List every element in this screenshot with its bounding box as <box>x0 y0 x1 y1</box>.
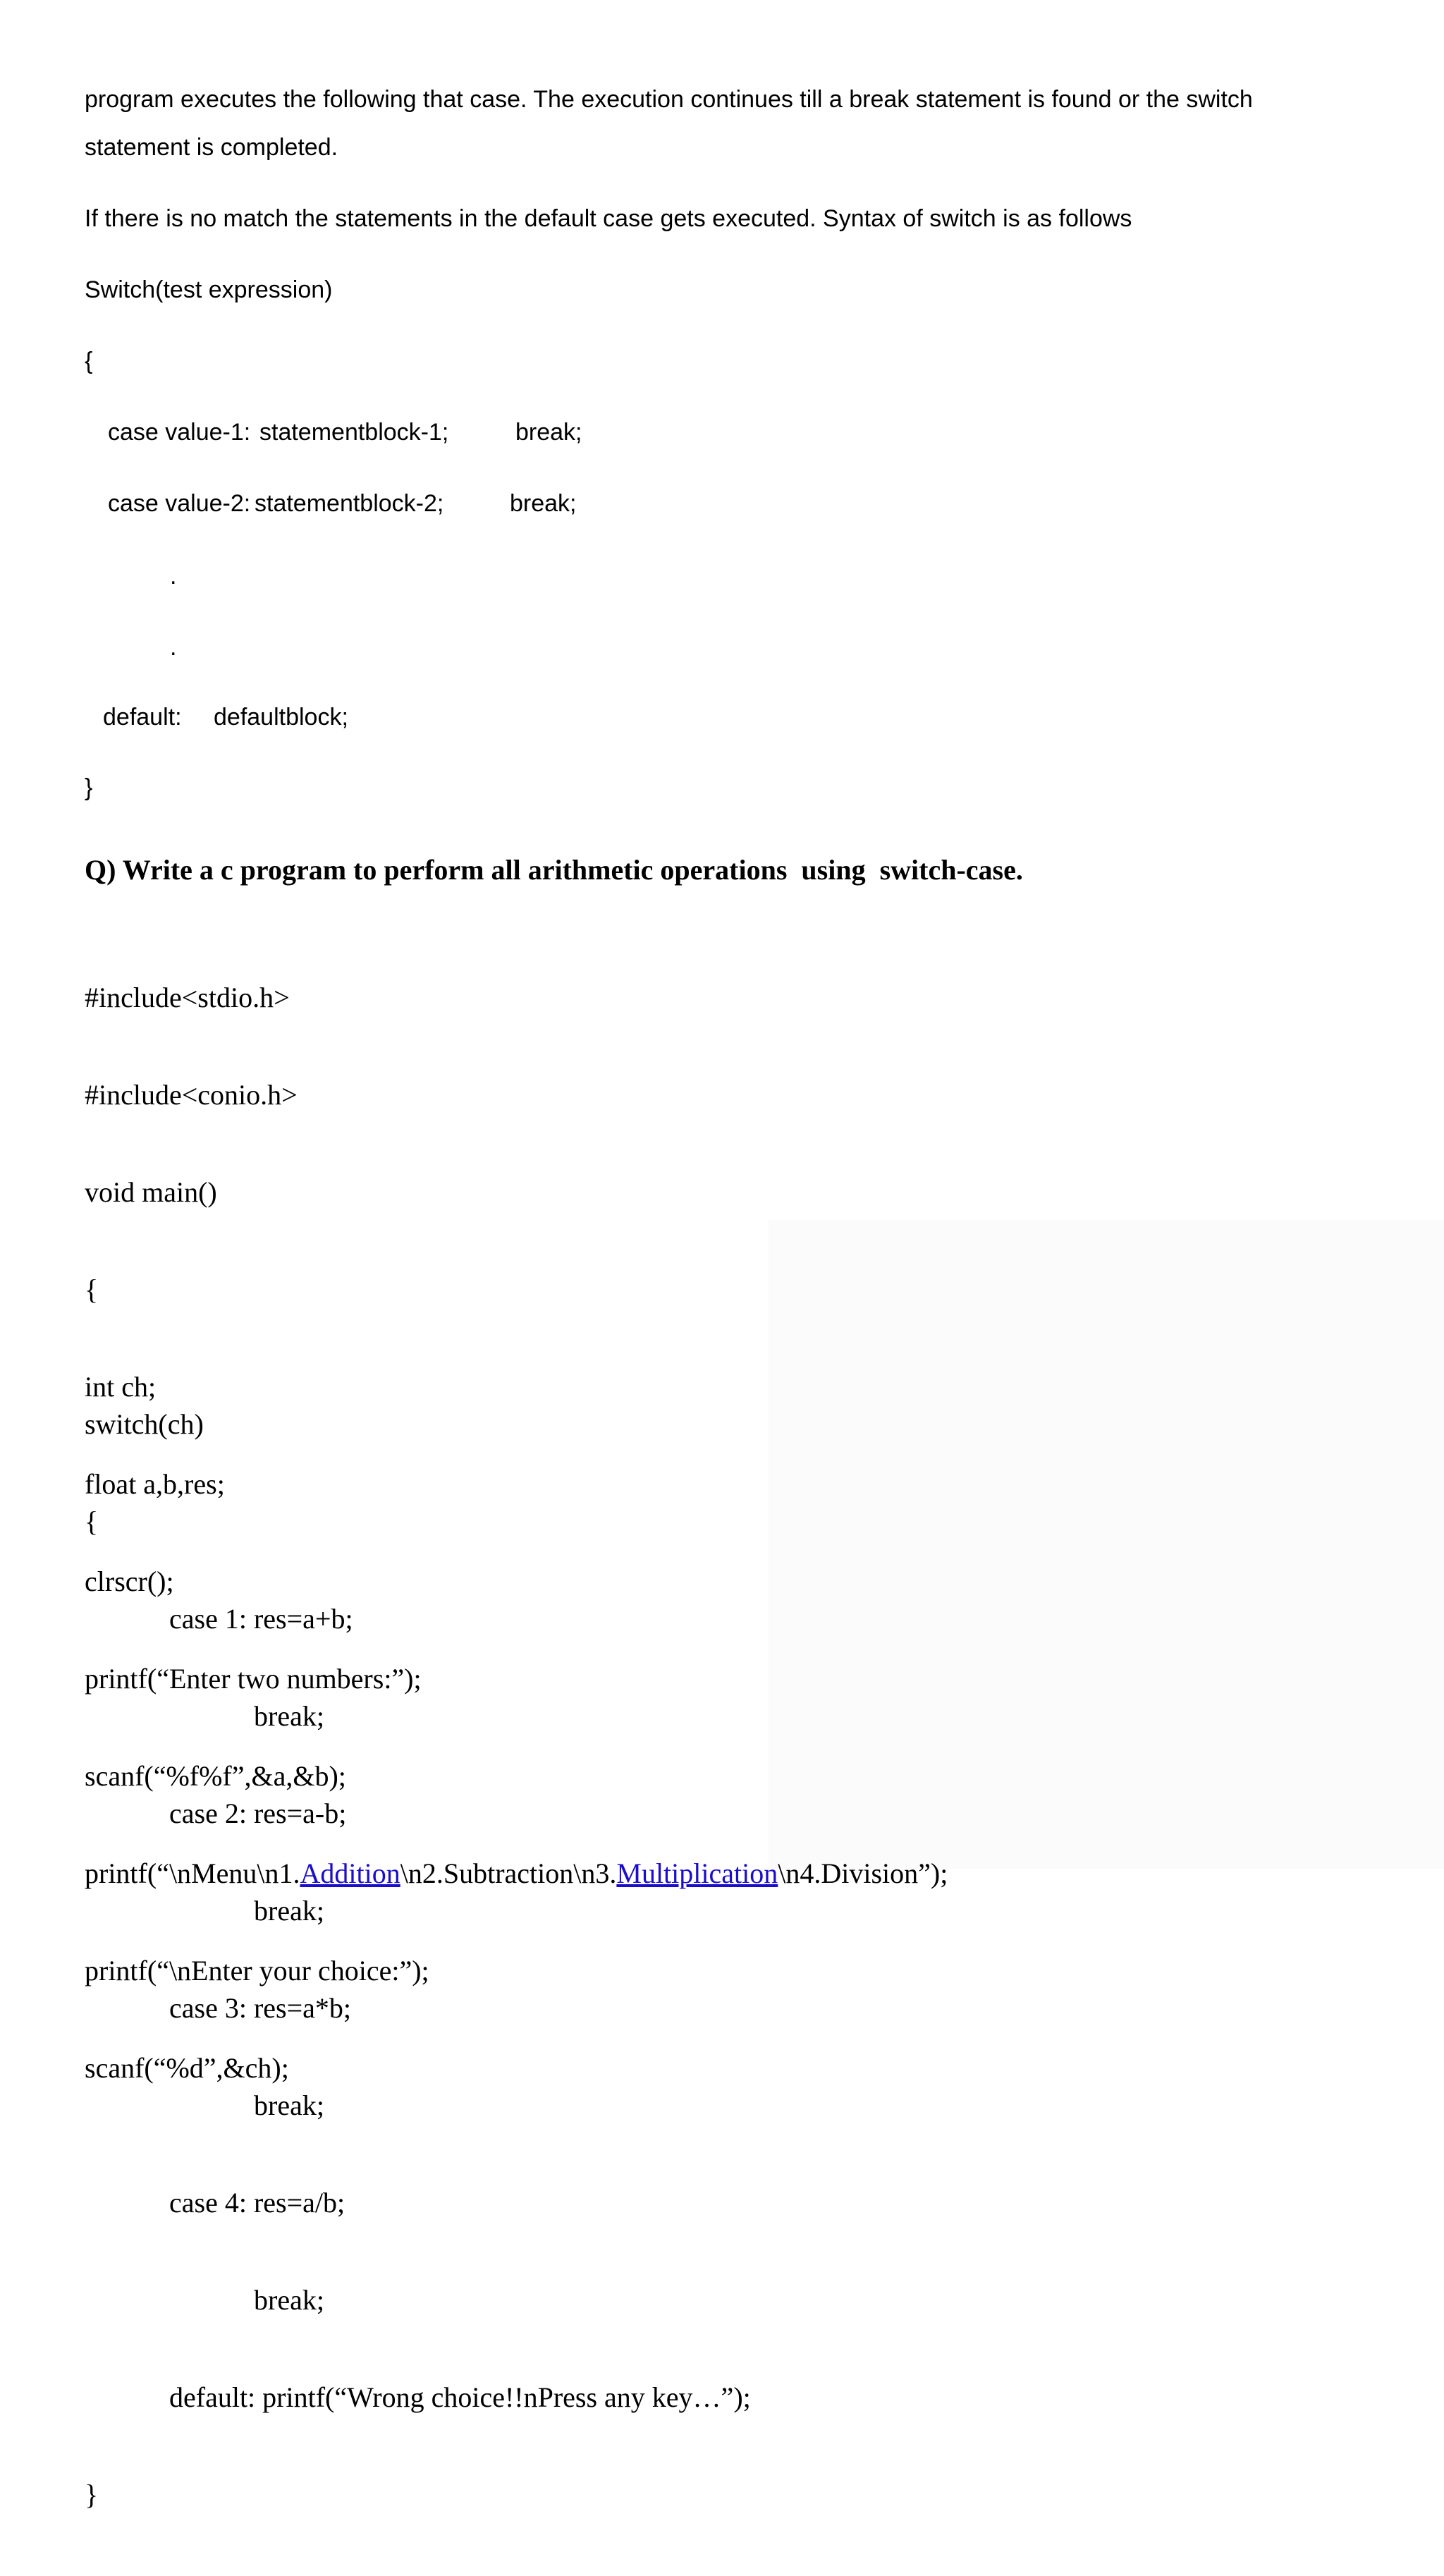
syntax-default-label: default: <box>103 704 182 731</box>
code-line: printf(“\nEnter your choice:”); <box>85 1955 429 1986</box>
intro-line-3: If there is no match the statements in the default case gets executed. Syntax of switch is as follows <box>85 205 1132 232</box>
menu-printf-suffix: \n4.Division”); <box>778 1857 948 1889</box>
code-line: case 3: res=a*b; <box>85 1992 352 2024</box>
code-line: case 2: res=a-b; <box>85 1797 347 1829</box>
syntax-ellipsis-dot-2: . <box>170 634 177 661</box>
syntax-default-block: defaultblock; <box>214 704 348 731</box>
menu-printf-middle: \n2.Subtraction\n3. <box>400 1857 617 1889</box>
addition-link[interactable]: Addition <box>300 1857 400 1889</box>
code-line: case 1: res=a+b; <box>85 1603 353 1635</box>
syntax-open-brace: { <box>85 348 93 374</box>
syntax-switch-line: Switch(test expression) <box>85 276 333 303</box>
code-line: break; <box>85 1895 324 1927</box>
code-line: switch(ch) <box>85 1408 204 1440</box>
code-line: printf(“Enter two numbers:”); <box>85 1663 422 1695</box>
code-line: float a,b,res; <box>85 1468 225 1500</box>
code-line: scanf(“%f%f”,&a,&b); <box>85 1760 346 1792</box>
syntax-case1-break: break; <box>515 419 582 446</box>
syntax-case2-label: case value-2: <box>108 490 251 517</box>
multiplication-link[interactable]: Multiplication <box>616 1857 778 1889</box>
code-line: break; <box>85 1700 324 1732</box>
intro-line-2: statement is completed. <box>85 134 338 161</box>
code-line: } <box>85 2479 99 2510</box>
code-line: break; <box>85 2284 324 2316</box>
intro-line-1: program executes the following that case. The execution continues till a break statement is found or the switch <box>85 86 1253 113</box>
syntax-close-brace: } <box>85 774 93 801</box>
syntax-case1-block: statementblock-1; <box>259 419 449 446</box>
switch-code-block <box>85 1343 751 2576</box>
code-line: { <box>85 1506 99 1537</box>
syntax-case1-label: case value-1: <box>108 419 251 446</box>
code-line: default: printf(“Wrong choice!!nPress any key…”); <box>85 2381 751 2413</box>
question-heading: Q) Write a c program to perform all arithmetic operations using switch-case. <box>85 854 1023 886</box>
code-line: scanf(“%d”,&ch); <box>85 2052 289 2084</box>
code-line: break; <box>85 2089 324 2121</box>
syntax-ellipsis-dot-1: . <box>170 563 177 590</box>
syntax-case2-break: break; <box>510 490 577 517</box>
code-line: clrscr(); <box>85 1565 174 1597</box>
code-line: case 4: res=a/b; <box>85 2187 345 2218</box>
menu-printf-prefix: printf(“\nMenu\n1. <box>85 1857 300 1889</box>
code-line: int ch; <box>85 1371 157 1403</box>
syntax-case2-block: statementblock-2; <box>255 490 444 517</box>
code-line: { <box>85 1274 99 1305</box>
code-line: void main() <box>85 1176 217 1208</box>
code-line: #include<conio.h> <box>85 1079 298 1111</box>
code-line: #include<stdio.h> <box>85 982 290 1013</box>
